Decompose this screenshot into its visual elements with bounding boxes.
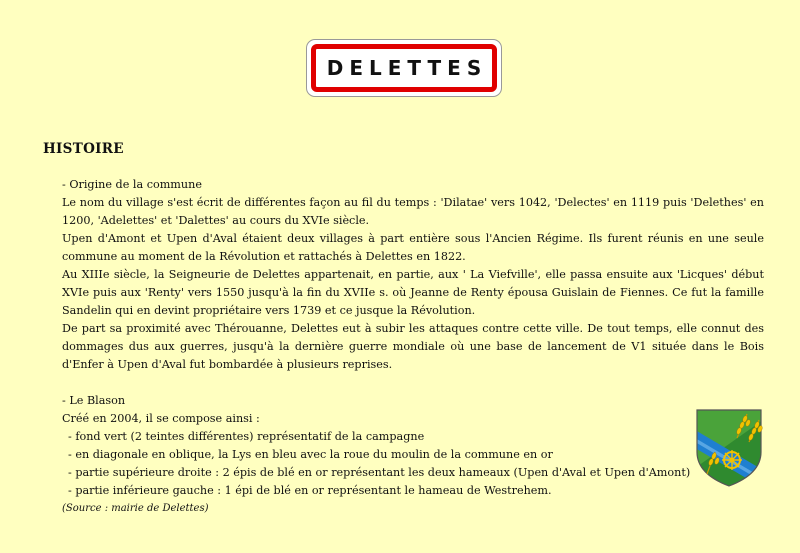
coat-of-arms-icon [695,408,763,488]
blason-item: - partie supérieure droite : 2 épis de blé en or représentant les deux hameaux (Upen d'Aval et Upen d'Amont) [68,466,691,479]
origin-title: - Origine de la commune [62,178,202,191]
source-note: (Source : mairie de Delettes) [62,503,209,514]
mill-wheel-icon [722,450,742,470]
section-heading: HISTOIRE [43,141,124,157]
blason-item: - en diagonale en oblique, la Lys en bleu avec la roue du moulin de la commune en or [68,448,553,461]
town-sign [306,39,502,97]
town-sign-name: DELETTES [311,44,497,92]
history-text [62,176,764,518]
origin-paragraph: De part sa proximité avec Thérouanne, Delettes eut à subir les attaques contre cette ville. De tout temps, elle connut des dommages dus aux guerres, jusqu'à la dernière guerre mondiale où une base de lancement de V1 située dans le Bois d'Enfer à Upen d'Aval fut bombardée à plusieurs reprises. [62,322,764,371]
origin-paragraph: Upen d'Amont et Upen d'Aval étaient deux villages à part entière sous l'Ancien Régime. Ils furent réunis en une seule commune au moment de la Révolution et rattachés à Delettes en 1822. [62,232,764,263]
blason-title: - Le Blason [62,394,126,407]
spacer [62,374,764,392]
blason-intro: Créé en 2004, il se compose ainsi : [62,412,260,425]
origin-paragraph: Le nom du village s'est écrit de différentes façon au fil du temps : 'Dilatae' vers 1042, 'Delectes' en 1119 puis 'Delethes' en 1200, 'Adelettes' et 'Dalettes' au cours du XVIe siècle. [62,196,764,227]
blason-item: - partie inférieure gauche : 1 épi de blé en or représentant le hameau de Westrehem. [68,484,552,497]
blason-item: - fond vert (2 teintes différentes) représentatif de la campagne [68,430,425,443]
origin-paragraph: Au XIIIe siècle, la Seigneurie de Delettes appartenait, en partie, aux ' La Viefville', elle passa ensuite aux 'Licques' début XVIe puis aux 'Renty' vers 1550 jusqu'à la fin du XVIIe s. où Jeanne de Renty épousa Guislain de Fiennes. Ce fut la famille Sandelin qui en devint propriétaire vers 1739 et ce jusque la Révolution. [62,268,764,317]
